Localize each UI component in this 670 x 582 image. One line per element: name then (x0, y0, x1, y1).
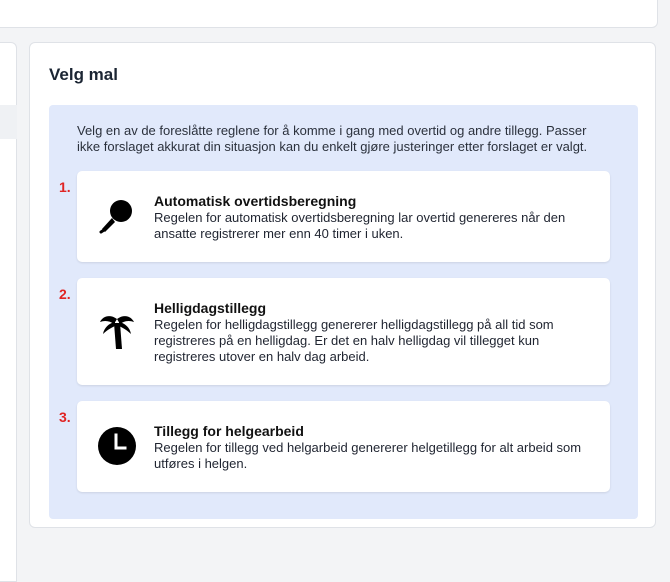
template-option-holiday[interactable] (77, 278, 610, 385)
option-description: Regelen for automatisk overtidsberegning lar overtid genereres når den ansatte registrerer mer enn 40 timer i uken. (154, 210, 566, 241)
top-card (0, 0, 658, 28)
palm-tree-icon (97, 311, 137, 351)
left-panel-selected-row[interactable] (0, 105, 17, 139)
left-panel (0, 42, 17, 582)
template-picker-card (29, 42, 656, 528)
option-title: Helligdagstillegg (154, 300, 267, 316)
template-option-weekend[interactable] (77, 401, 610, 492)
magnifier-icon (97, 196, 137, 236)
option-number-1: 1. (59, 179, 71, 195)
option-number-2: 2. (59, 286, 71, 302)
option-description: Regelen for tillegg ved helgarbeid genererer helgetillegg for alt arbeid som utføres i helgen. (154, 440, 582, 471)
option-number-3: 3. (59, 409, 71, 425)
option-title: Tillegg for helgearbeid (154, 423, 304, 439)
option-title: Automatisk overtidsberegning (154, 193, 357, 209)
template-list-panel (49, 105, 638, 519)
page-title: Velg mal (49, 65, 118, 84)
option-description: Regelen for helligdagstillegg genererer helligdagstillegg på all tid som registreres på en helligdag. Er det en halv helligdag vil tillegget kun registreres utover en halv dag arbeid. (154, 317, 554, 364)
template-option-overtime[interactable] (77, 171, 610, 262)
clock-icon (97, 426, 137, 466)
intro-text: Velg en av de foreslåtte reglene for å komme i gang med overtid og andre tillegg. Passer ikke forslaget akkurat din situasjon kan du enkelt gjøre justeringer etter forslaget er valgt. (77, 123, 588, 154)
